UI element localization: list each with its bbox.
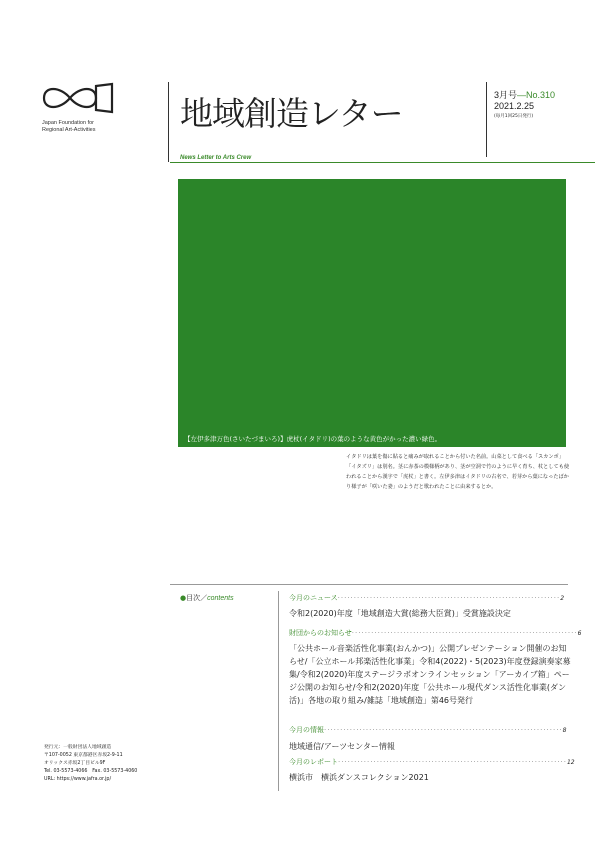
issue-date: 2021.2.25 [494,101,535,111]
publisher-line: 発行元：一般財団法人地域創造 [44,745,112,750]
publisher-line: Tel. 03-5573-4066 Fax. 03-5573-4060 [44,769,138,774]
toc-heading: ●目次／contents [180,594,234,602]
toc-section-page: 2 [560,595,565,602]
toc-item[interactable]: 横浜市 横浜ダンスコレクション2021 [289,773,429,782]
publisher-line: 〒107-0052 東京都港区赤坂2-9-11 [44,753,123,758]
toc-section-page: 8 [562,727,567,734]
org-name-line-1: Japan Foundation for [42,120,94,126]
toc-section-title: 財団からのお知らせ [289,629,352,637]
toc-section-news[interactable]: 今月のニュース·····································································2 [289,594,565,602]
toc-section-page: 12 [566,759,575,766]
toc-section-foundation[interactable]: 財団からのお知らせ······································································6 [289,629,582,637]
toc-divider [170,584,568,585]
toc-heading-ja: 目次 [186,594,201,602]
issue-dash: — [517,90,527,100]
toc-section-page: 6 [577,630,582,637]
issue-no: No.310 [526,90,556,100]
header-divider-left [168,82,169,162]
toc-heading-en: contents [207,595,234,602]
toc-item[interactable]: 地域通信/アーツセンター情報 [289,742,395,751]
header-divider-right [486,82,487,157]
toc-section-title: 今月の情報 [289,726,324,734]
page-subtitle: News Letter to Arts Crew [180,155,252,161]
org-name-line-2: Regional Art-Activities [42,127,96,133]
issue-frequency: (毎月1回25日発行) [494,114,534,119]
toc-section-info[interactable]: 今月の情報··········································································8 [289,726,567,734]
bullet-icon: ● [180,594,187,602]
cover-caption: 【左伊多津万色(さいたづまいろ)】虎杖(イタドリ)の葉のような黄色がかった濃い緑色。 [184,435,442,443]
issue-month: 3月号 [494,90,518,100]
publisher-info [44,744,164,784]
header-underline [170,162,595,163]
toc-item[interactable]: 令和2(2020)年度「地域創造大賞(総務大臣賞)」受賞施設決定 [289,609,511,618]
toc-section-title: 今月のニュース [289,594,338,602]
cover-color-swatch [178,179,566,447]
cover-description: イタドリは葉を傷に貼ると痛みが取れることから付いた名前。山菜として食べる「スカンポ」「イタズリ」は別名。茎に赤茶の模様柄があり、茎が空洞で竹のように早く育ち、杖としても使われることから漢字で「虎杖」と書く。左伊多津はイタドリの古名で、若芽から葉になったばかり様子が「咲いた妻」のようだと歌われたことに由来するとか。 [346,454,570,490]
publisher-line: オリックス赤坂2丁目ビル9F [44,761,106,766]
foundation-logo-icon [40,80,120,116]
toc-item[interactable]: 「公共ホール音楽活性化事業(おんかつ)」公開プレゼンテーション開催のお知らせ/「公立ホール邦楽活性化事業」令和4(2022)・5(2023)年度登録演奏家募集/令和2(2020)年度ステージラボオンラインセッション「アーカイブ箱」ページ公開のお知らせ/令和2(2020)年度「公共ホール現代ダンス活性化事業(ダン活)」各地の取り組み/雑誌「地域創造」第46号発行 [289,644,571,705]
toc-section-title: 今月のレポート [289,758,338,766]
org-name-en [42,120,96,134]
publisher-url[interactable]: URL: https://www.jafra.or.jp/ [44,777,112,782]
toc-vertical-rule [278,591,279,791]
toc-section-report[interactable]: 今月のレポート·······································································12 [289,758,575,766]
page-title: 地域創造レター [180,94,403,133]
issue-number [494,88,555,101]
